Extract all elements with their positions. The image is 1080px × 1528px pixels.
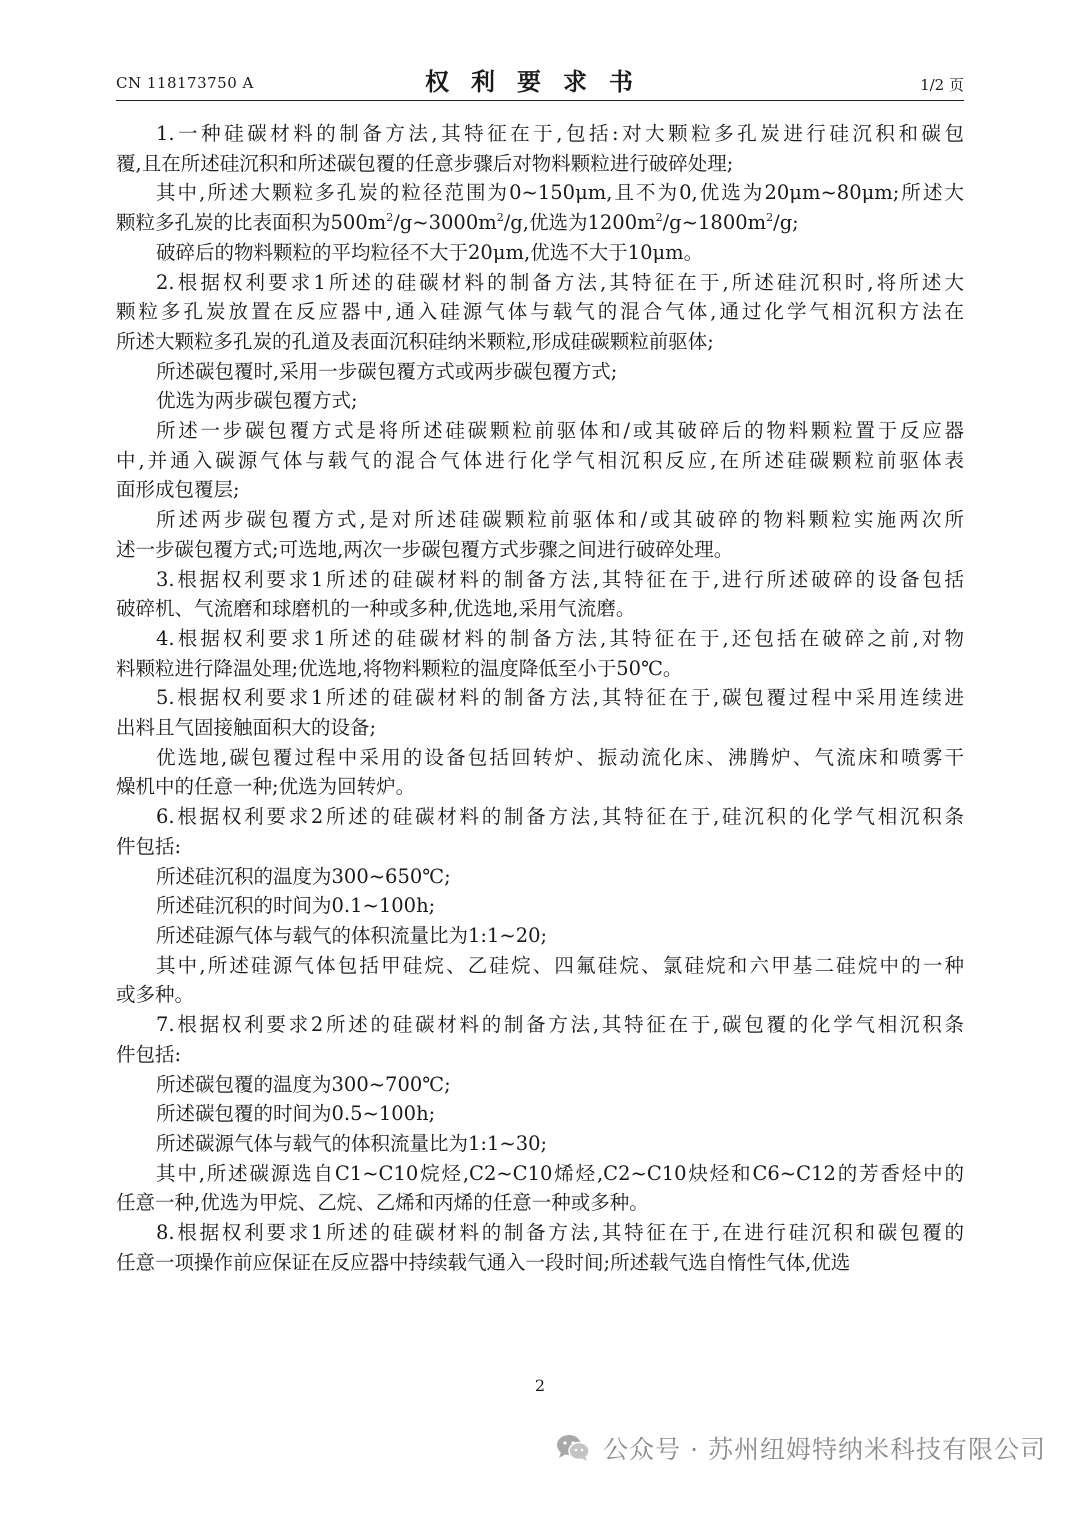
header-rule <box>116 100 964 101</box>
claim-line: 优选为两步碳包覆方式; <box>156 389 358 413</box>
claim-paragraph <box>116 1159 964 1218</box>
claim-paragraph <box>116 862 964 892</box>
claim-paragraph <box>116 1099 964 1129</box>
claim-paragraph <box>116 683 964 742</box>
claim-line: 破碎后的物料颗粒的平均粒径不大于20μm,优选不大于10μm。 <box>156 240 704 264</box>
claim-line: 面形成包覆层; <box>116 478 240 502</box>
claim-line: 破碎机、气流磨和球磨机的一种或多种,优选地,采用气流磨。 <box>116 597 636 621</box>
claim-paragraph <box>116 891 964 921</box>
claim-paragraph <box>116 505 964 564</box>
text-run: 颗粒多孔炭的比表面积为500m <box>116 211 387 235</box>
claim-line: 优选地,碳包覆过程中采用的设备包括回转炉、振动流化床、沸腾炉、气流床和喷雾干 <box>156 745 964 769</box>
claim-paragraph <box>116 1218 964 1277</box>
claim-line: 7.根据权利要求2所述的硅碳材料的制备方法,其特征在于,碳包覆的化学气相沉积条 <box>156 1013 964 1037</box>
claim-line: 件包括: <box>116 834 182 858</box>
claim-line: 其中,所述硅源气体包括甲硅烷、乙硅烷、四氟硅烷、氯硅烷和六甲基二硅烷中的一种 <box>156 953 964 977</box>
superscript: 2 <box>386 211 394 225</box>
claim-line: 所述碳包覆的温度为300~700℃; <box>156 1072 451 1096</box>
claims-body <box>116 119 964 1277</box>
document-title: 权利要求书 <box>425 67 655 96</box>
claim-line: 燥机中的任意一种;优选为回转炉。 <box>116 775 416 799</box>
claim-line: 所述碳包覆时,采用一步碳包覆方式或两步碳包覆方式; <box>156 359 618 383</box>
text-run: /g~3000m <box>393 211 497 235</box>
page-header <box>116 60 964 106</box>
text-run: /g~1800m <box>662 211 767 235</box>
claim-line: 8.根据权利要求1所述的硅碳材料的制备方法,其特征在于,在进行硅沉积和碳包覆的 <box>156 1221 964 1245</box>
claim-line: 所述碳包覆的时间为0.5~100h; <box>156 1102 436 1126</box>
claim-line: 所述大颗粒多孔炭的孔道及表面沉积硅纳米颗粒,形成硅碳颗粒前驱体; <box>116 329 714 353</box>
text-run: /g,优选为1200m <box>503 211 656 235</box>
claim-line: 颗粒多孔炭放置在反应器中,通入硅源气体与载气的混合气体,通过化学气相沉积方法在 <box>116 300 964 324</box>
claim-paragraph <box>116 178 964 237</box>
claim-line: 5.根据权利要求1所述的硅碳材料的制备方法,其特征在于,碳包覆过程中采用连续进 <box>156 686 964 710</box>
claim-line: 6.根据权利要求2所述的硅碳材料的制备方法,其特征在于,硅沉积的化学气相沉积条 <box>156 805 964 829</box>
claim-line: 1.一种硅碳材料的制备方法,其特征在于,包括:对大颗粒多孔炭进行硅沉积和碳包 <box>156 122 964 145</box>
claim-line: 出料且气固接触面积大的设备; <box>116 716 377 740</box>
claim-paragraph <box>116 386 964 416</box>
claim-line: 其中,所述碳源选自C1~C10烷烃,C2~C10烯烃,C2~C10炔烃和C6~C12的芳香烃中的 <box>156 1161 964 1185</box>
superscript: 2 <box>766 211 774 225</box>
claim-paragraph <box>116 357 964 387</box>
claim-line: 任意一项操作前应保证在反应器中持续载气通入一段时间;所述载气选自惰性气体,优选 <box>116 1250 851 1274</box>
page-indicator: 1/2 页 <box>920 76 964 94</box>
claim-line: 2.根据权利要求1所述的硅碳材料的制备方法,其特征在于,所述硅沉积时,将所述大 <box>156 270 964 294</box>
text-run: /g; <box>773 211 799 235</box>
claim-paragraph <box>116 268 964 357</box>
claim-line: 中,并通入碳源气体与载气的混合气体进行化学气相沉积反应,在所述硅碳颗粒前驱体表 <box>116 448 964 472</box>
superscript: 2 <box>496 211 504 225</box>
claim-line: 其中,所述大颗粒多孔炭的粒径范围为0~150μm,且不为0,优选为20μm~80μm;所述大 <box>156 181 964 205</box>
claim-paragraph <box>116 951 964 1010</box>
superscript: 2 <box>655 211 663 225</box>
claim-line: 3.根据权利要求1所述的硅碳材料的制备方法,其特征在于,进行所述破碎的设备包括 <box>156 567 964 591</box>
claim-line: 所述一步碳包覆方式是将所述硅碳颗粒前驱体和/或其破碎后的物料颗粒置于反应器 <box>156 419 964 443</box>
claim-paragraph <box>116 416 964 505</box>
watermark <box>555 1428 1046 1468</box>
watermark-text: 公众号 · 苏州纽姆特纳米科技有限公司 <box>603 1435 1046 1464</box>
claim-paragraph <box>116 743 964 802</box>
claim-paragraph <box>116 1070 964 1100</box>
claim-line: 所述硅沉积的温度为300~650℃; <box>156 864 451 888</box>
claim-line: 4.根据权利要求1所述的硅碳材料的制备方法,其特征在于,还包括在破碎之前,对物 <box>156 626 964 650</box>
claim-line: 所述碳源气体与载气的体积流量比为1:1~30; <box>156 1131 548 1155</box>
claim-line: 或多种。 <box>116 983 195 1007</box>
claim-line: 所述硅源气体与载气的体积流量比为1:1~20; <box>156 923 548 947</box>
claim-line: 述一步碳包覆方式;可选地,两次一步碳包覆方式步骤之间进行破碎处理。 <box>116 537 734 561</box>
claim-line: 所述硅沉积的时间为0.1~100h; <box>156 894 436 918</box>
claim-paragraph <box>116 624 964 683</box>
page-number: 2 <box>534 1376 546 1395</box>
claim-paragraph <box>116 921 964 951</box>
claim-paragraph <box>116 238 964 268</box>
claim-line: 覆,且在所述硅沉积和所述碳包覆的任意步骤后对物料颗粒进行破碎处理; <box>116 151 734 175</box>
claim-paragraph <box>116 1129 964 1159</box>
claim-line: 所述两步碳包覆方式,是对所述硅碳颗粒前驱体和/或其破碎的物料颗粒实施两次所 <box>156 508 964 532</box>
claim-paragraph <box>116 802 964 861</box>
publication-number: CN 118173750 A <box>116 74 254 92</box>
claim-line: 件包括: <box>116 1042 182 1066</box>
claim-paragraph <box>116 119 964 178</box>
wechat-icon <box>555 1433 591 1463</box>
claim-line: 料颗粒进行降温处理;优选地,将物料颗粒的温度降低至小于50℃。 <box>116 656 683 680</box>
claim-paragraph <box>116 565 964 624</box>
claim-paragraph <box>116 1010 964 1069</box>
claim-line <box>116 208 964 238</box>
claim-line: 任意一种,优选为甲烷、乙烷、乙烯和丙烯的任意一种或多种。 <box>116 1191 649 1215</box>
